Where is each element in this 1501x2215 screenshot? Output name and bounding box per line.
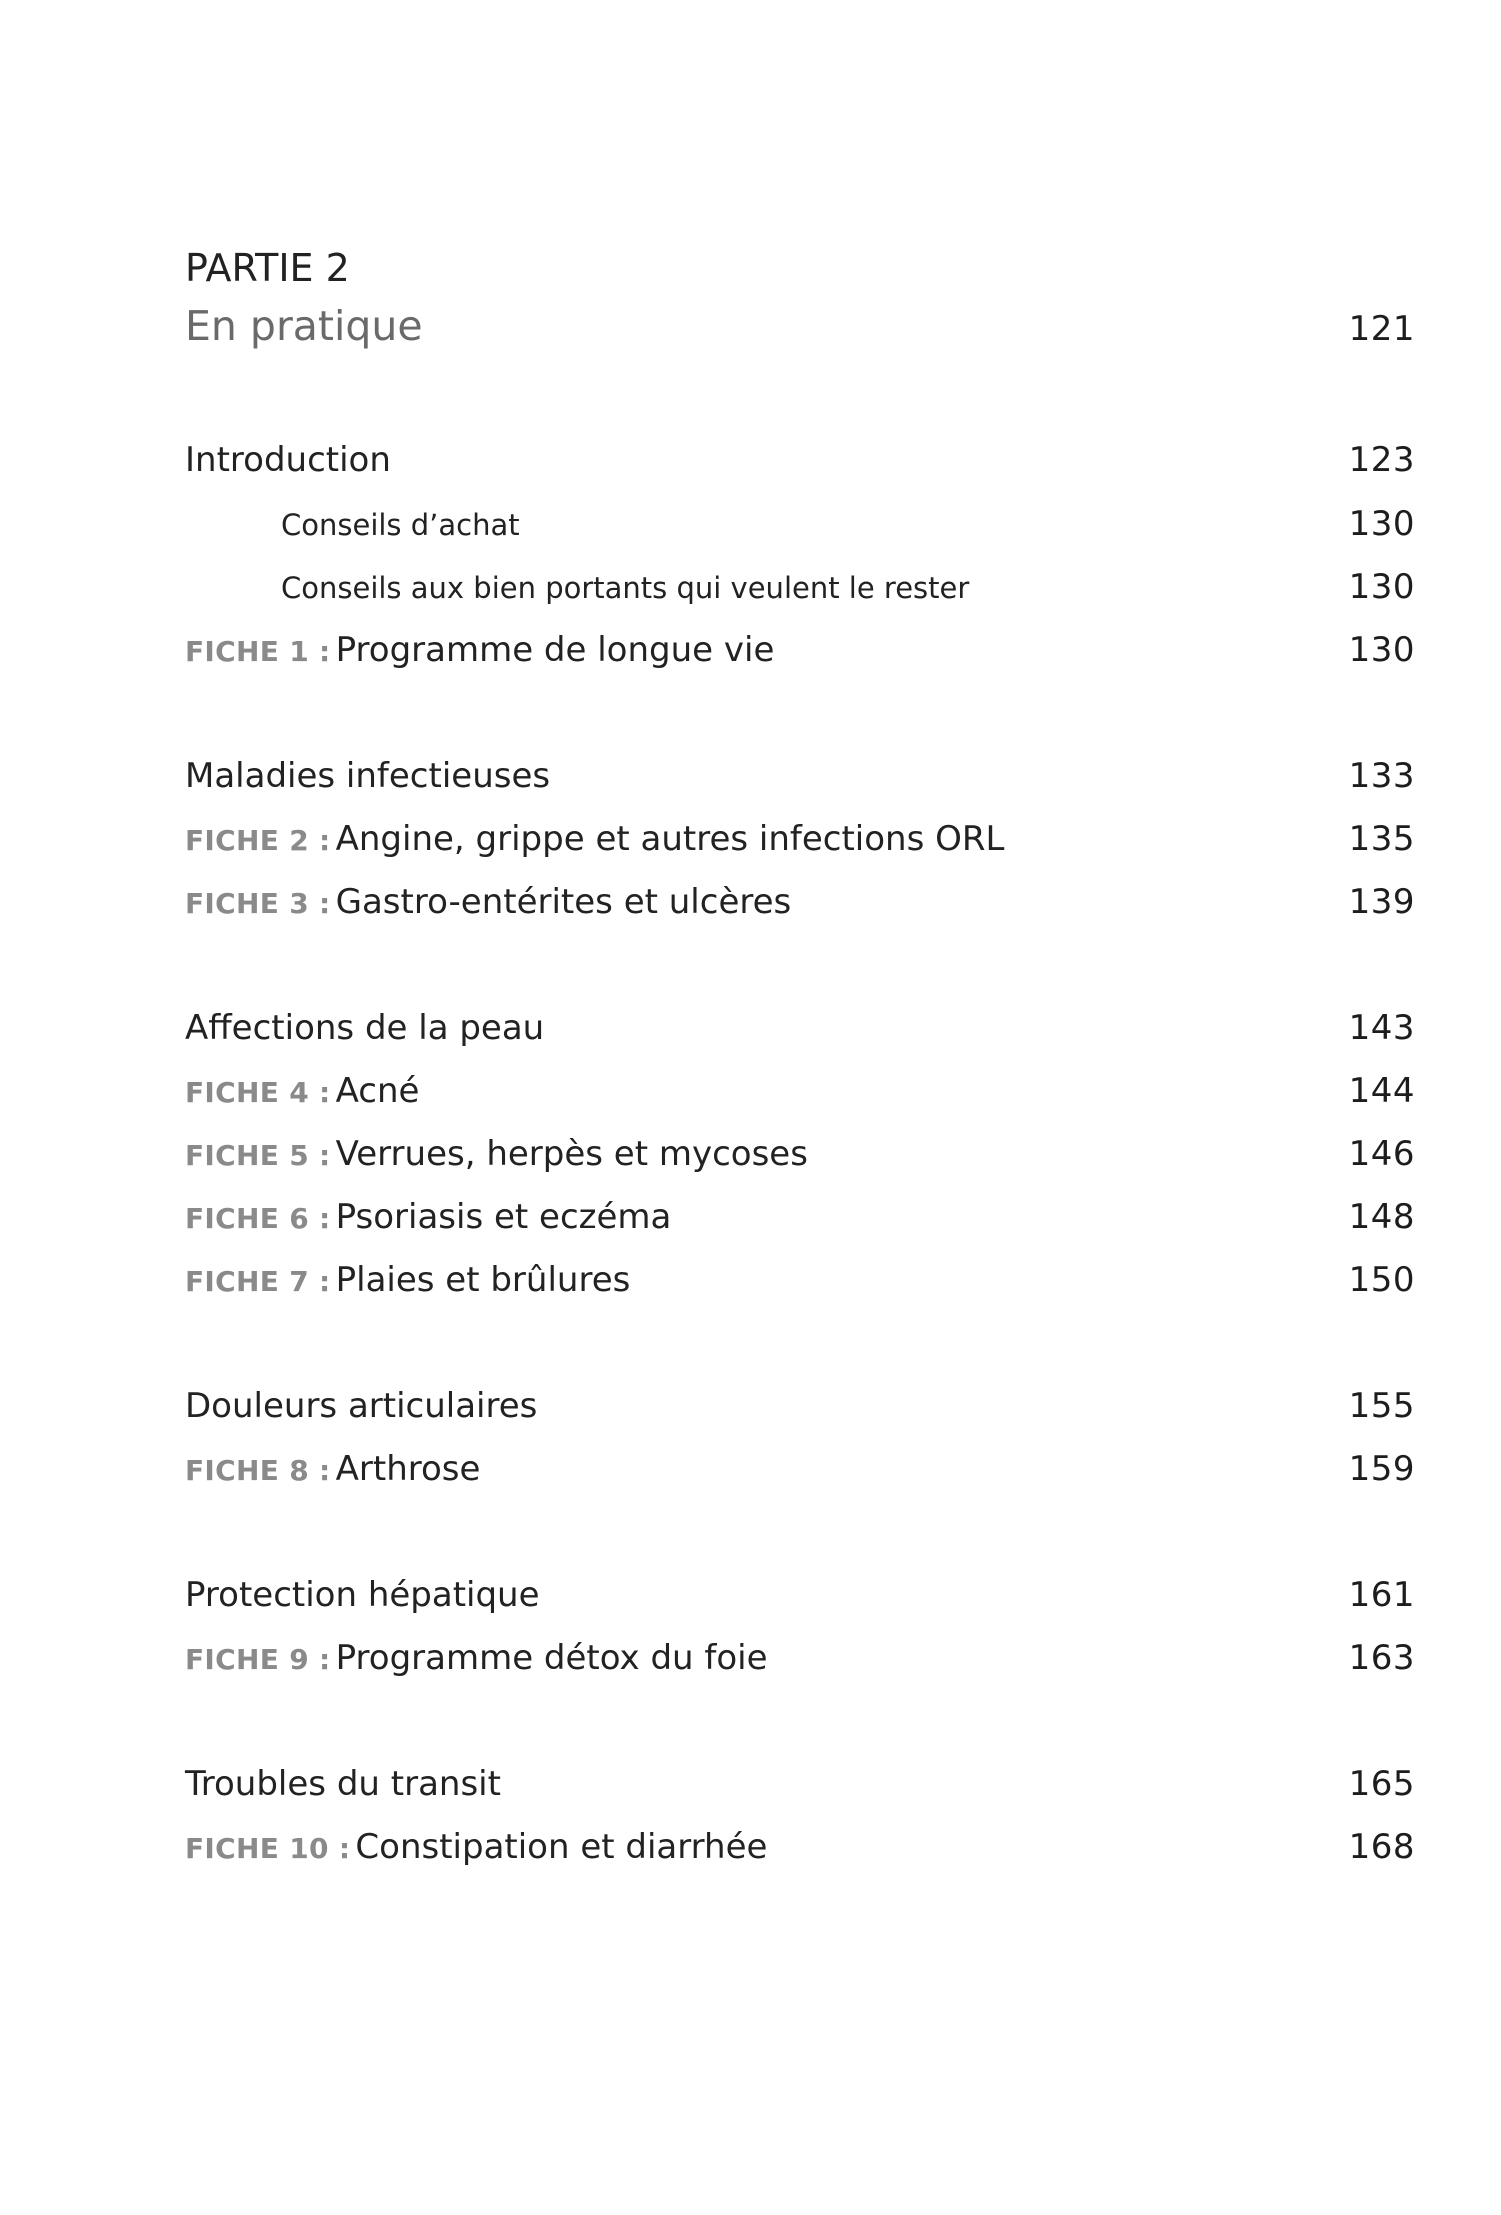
page-number: 148 (1348, 1197, 1415, 1237)
fiche-title: Arthrose (335, 1449, 481, 1489)
fiche-title: Programme de longue vie (335, 630, 775, 670)
fiche-label: FICHE 5 : (185, 1139, 331, 1172)
toc-entry-fiche[interactable] (185, 819, 1415, 859)
fiche-title: Programme détox du foie (335, 1638, 768, 1678)
fiche-label: FICHE 10 : (185, 1832, 351, 1865)
part-label: PARTIE 2 (185, 246, 350, 290)
toc-entry-fiche[interactable] (185, 1260, 1415, 1300)
section-title: Affections de la peau (185, 1008, 545, 1048)
toc-entry-fiche[interactable] (185, 1197, 1415, 1237)
toc-entry-sub[interactable] (185, 504, 1415, 544)
page-number: 161 (1348, 1575, 1415, 1615)
fiche-title: Plaies et brûlures (335, 1260, 631, 1300)
page-number: 159 (1348, 1449, 1415, 1489)
fiche-label: FICHE 3 : (185, 887, 331, 920)
fiche-label: FICHE 2 : (185, 824, 331, 857)
toc-entry-fiche[interactable] (185, 1134, 1415, 1174)
fiche-label: FICHE 9 : (185, 1643, 331, 1676)
toc-entry-section[interactable] (185, 440, 1415, 480)
page-number: 150 (1348, 1260, 1415, 1300)
section-title: Troubles du transit (185, 1764, 501, 1804)
toc-entry-section[interactable] (185, 1008, 1415, 1048)
page-number: 163 (1348, 1638, 1415, 1678)
page-number: 133 (1348, 756, 1415, 796)
fiche-label: FICHE 4 : (185, 1076, 331, 1109)
page-number: 135 (1348, 819, 1415, 859)
page-number: 130 (1348, 504, 1415, 544)
section-title: Maladies infectieuses (185, 756, 551, 796)
part-title: En pratique (185, 302, 423, 350)
toc-entry-section[interactable] (185, 1386, 1415, 1426)
part-page-number: 121 (1348, 309, 1415, 349)
toc-entry-fiche[interactable] (185, 1827, 1415, 1867)
fiche-label: FICHE 6 : (185, 1202, 331, 1235)
page-number: 123 (1348, 440, 1415, 480)
part-title-row (185, 302, 1415, 350)
fiche-label: FICHE 8 : (185, 1454, 331, 1487)
page-number: 146 (1348, 1134, 1415, 1174)
page-number: 130 (1348, 567, 1415, 607)
fiche-title: Verrues, herpès et mycoses (335, 1134, 808, 1174)
page-number: 143 (1348, 1008, 1415, 1048)
toc-entry-fiche[interactable] (185, 630, 1415, 670)
toc-entry-section[interactable] (185, 1764, 1415, 1804)
fiche-title: Constipation et diarrhée (355, 1827, 768, 1867)
page-number: 165 (1348, 1764, 1415, 1804)
page-number: 139 (1348, 882, 1415, 922)
toc-entry-fiche[interactable] (185, 1071, 1415, 1111)
fiche-title: Psoriasis et eczéma (335, 1197, 672, 1237)
page-number: 155 (1348, 1386, 1415, 1426)
toc-entry-fiche[interactable] (185, 882, 1415, 922)
page-number: 168 (1348, 1827, 1415, 1867)
fiche-title: Acné (335, 1071, 420, 1111)
subsection-title: Conseils aux bien portants qui veulent le rester (281, 571, 970, 605)
toc-entry-section[interactable] (185, 1575, 1415, 1615)
page-number: 130 (1348, 630, 1415, 670)
page-number: 144 (1348, 1071, 1415, 1111)
fiche-label: FICHE 7 : (185, 1265, 331, 1298)
subsection-title: Conseils d’achat (281, 508, 520, 542)
section-title: Douleurs articulaires (185, 1386, 538, 1426)
toc-entry-fiche[interactable] (185, 1449, 1415, 1489)
fiche-title: Angine, grippe et autres infections ORL (335, 819, 1005, 859)
fiche-label: FICHE 1 : (185, 635, 331, 668)
section-title: Protection hépatique (185, 1575, 540, 1615)
section-title: Introduction (185, 440, 391, 480)
toc-entry-fiche[interactable] (185, 1638, 1415, 1678)
fiche-title: Gastro-entérites et ulcères (335, 882, 792, 922)
toc-entry-sub[interactable] (185, 567, 1415, 607)
toc-entry-section[interactable] (185, 756, 1415, 796)
